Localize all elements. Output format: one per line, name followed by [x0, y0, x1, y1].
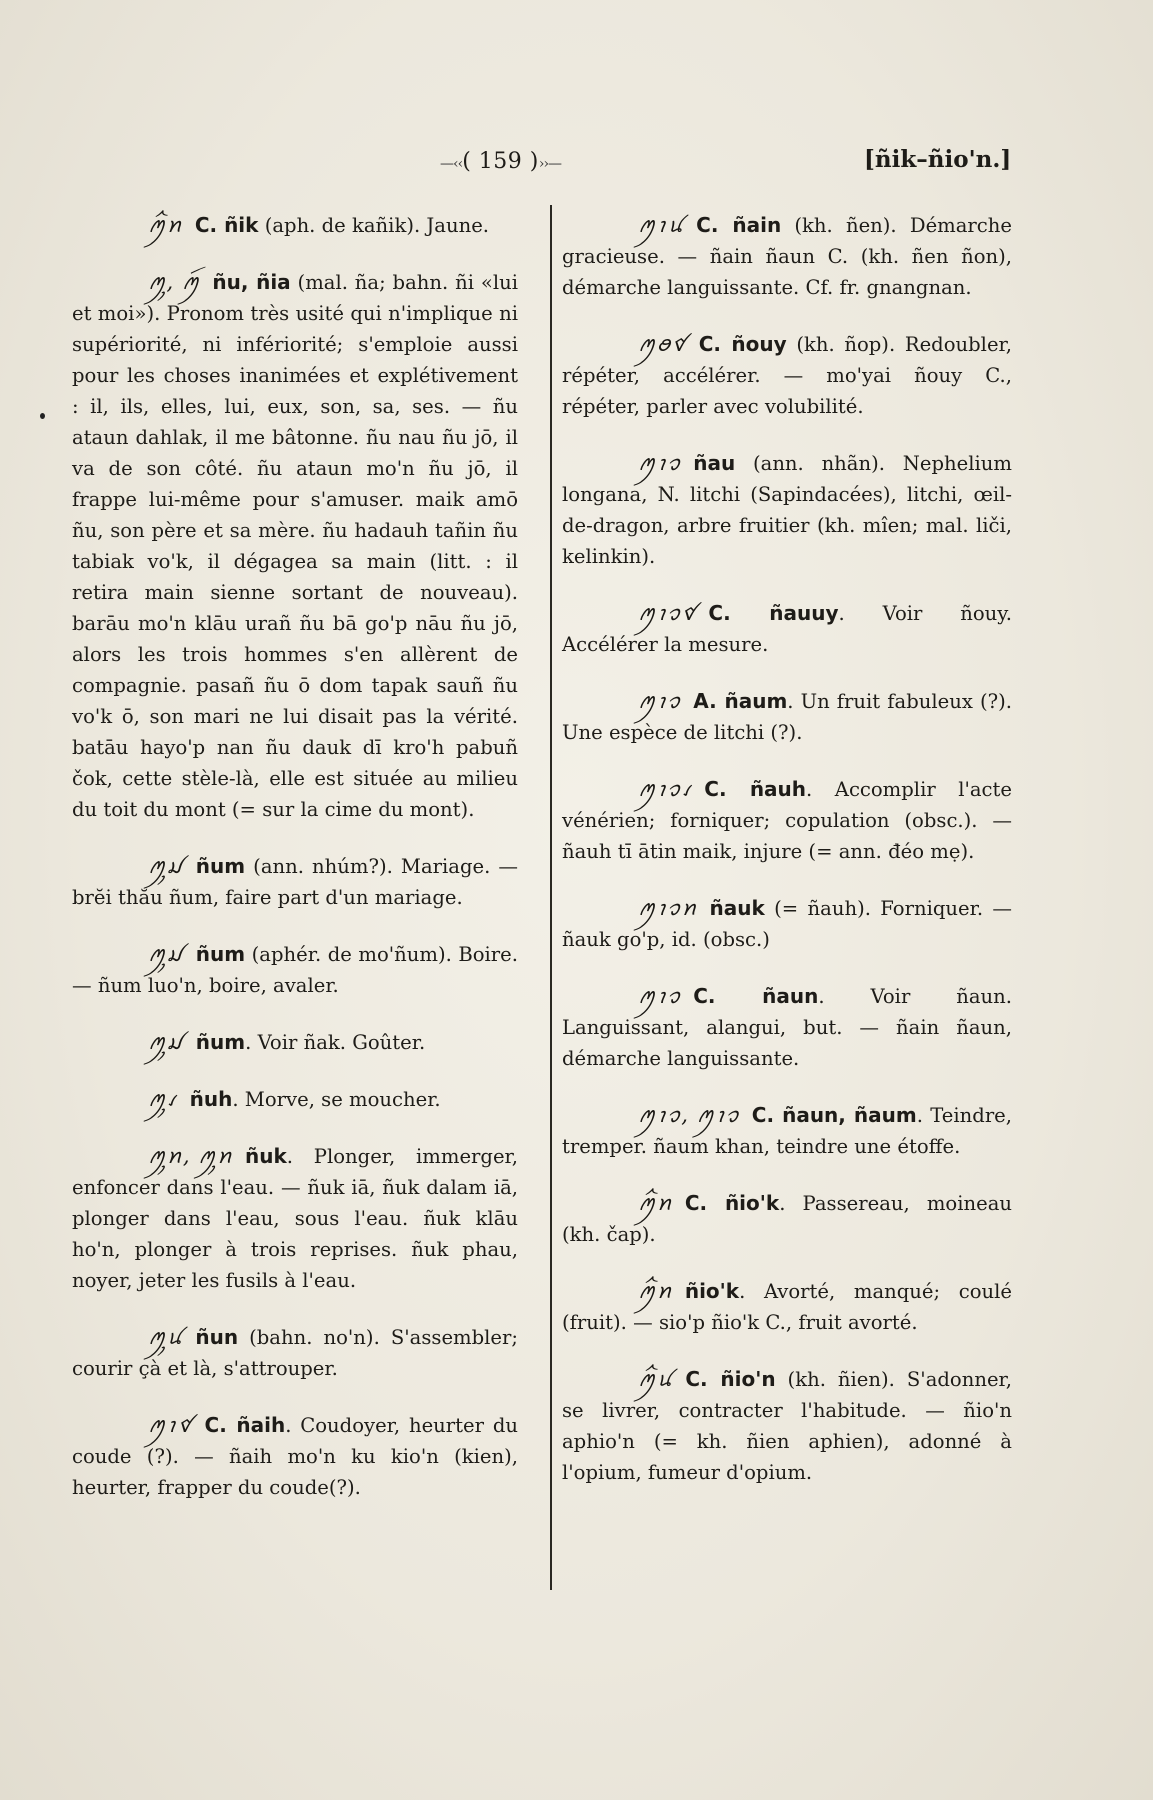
dictionary-entry [562, 1188, 1012, 1250]
definition: . Accomplir l'acte vénérien; forniquer; copulation (obsc.). — ñauh tī ātin maik, injure (= ann. đéo mẹ). [562, 778, 1012, 863]
script-glyph: ꪑꪲꪀ [638, 1279, 673, 1303]
script-glyph: ꪑꪴꪣ [148, 854, 184, 878]
definition: (= ñauh). Forniquer. — ñauk go'p, id. (obsc.) [562, 897, 1012, 951]
headword: C. ñauh [704, 777, 807, 801]
left-column [72, 210, 518, 1529]
definition: . Avorté, manqué; coulé (fruit). — sio'p ñio'k C., fruit avorté. [562, 1280, 1012, 1334]
dictionary-entry [562, 1364, 1012, 1488]
headword: ñum [195, 854, 246, 878]
headword: ñun [195, 1325, 239, 1349]
dictionary-entry [562, 210, 1012, 303]
dictionary-entry [562, 598, 1012, 660]
script-glyph: ꪑꪱꪫ [638, 984, 682, 1008]
dictionary-entry [72, 1410, 518, 1503]
dictionary-entry [562, 774, 1012, 867]
dictionary-entry [72, 1027, 518, 1058]
headword: C. ñouy [698, 332, 787, 356]
script-glyph: ꪑꪱꪫ, ꪑꪱꪫ [638, 1103, 740, 1127]
dictionary-entry [72, 210, 518, 241]
definition: . Passereau, moineau (kh. čap). [562, 1192, 1013, 1246]
headword: ñauk [709, 896, 765, 920]
definition: (kh. ñien). S'adonner, se livrer, contracter l'habitude. — ñio'n aphio'n (= kh. ñien aphien), adonné à l'opium, fumeur d'opium. [562, 1368, 1012, 1484]
dictionary-entry [562, 893, 1012, 955]
definition: . Voir ñak. Goûter. [245, 1031, 426, 1054]
definition: (bahn. no'n). S'assembler; courir çà et là, s'attrouper. [72, 1326, 518, 1380]
definition: (mal. ña; bahn. ñi «lui et moi»). Pronom très usité qui n'implique ni supériorité, ni infériorité; s'emploie aussi pour les choses inanimées et explétivement : il, ils, elles, lui, eux, son, sa, ses. — ñu ataun dahlak, il me bâtonne. ñu nau ñu jō, il va de son côté. ñu ataun mo'n ñu jō, il frappe lui-même pour s'amuser. maik amō ñu, son père et sa mère. ñu hadauh tañin ñu tabiak vo'k, il dégagea sa main (litt. : il retira main sienne sortant de nouveau). barāu mo'n klāu urañ ñu bā go'p nāu ñu jō, alors les trois hommes s'en allèrent de compagnie. pasañ ñu ō dom tapak sauñ ñu vo'k ō, son mari ne lui disait pas la vérité. batāu hayo'p nan ñu dauk dī kro'h pabuñ čok, cette stèle-là, elle est située au milieu du toit du mont (= sur la cime du mont). [72, 271, 518, 821]
definition: . Plonger, immerger, enfoncer dans l'eau. — ñuk iā, ñuk dalam iā, plonger dans l'eau, sous l'eau. ñuk klāu ho'n, plonger à trois reprises. ñuk phau, noyer, jeter les fusils à l'eau. [72, 1145, 518, 1292]
dictionary-entry [562, 1276, 1012, 1338]
script-glyph: ꪑꪱꪫꪥ [638, 601, 697, 625]
dictionary-entry [562, 981, 1012, 1074]
page-number: 159 [478, 149, 523, 174]
script-glyph: ꪑꪴꪣ [148, 942, 184, 966]
headword: ñum [195, 1030, 246, 1054]
headword: C. ñaun, ñaum [751, 1103, 917, 1127]
dictionary-entry [562, 686, 1012, 748]
script-glyph: ꪑꪴꪙ [148, 1325, 184, 1349]
definition: (kh. ñen). Démarche gracieuse. — ñain ñaun C. (kh. ñen ñon), démarche languissante. Cf. fr. gnangnan. [562, 214, 1012, 299]
dictionary-entry [72, 939, 518, 1001]
definition: (aphér. de mo'ñum). Boire. — ñum luo'n, boire, avaler. [72, 943, 518, 997]
script-glyph: ꪑꪱꪫꪹ [638, 777, 693, 801]
headword: C. ñik [194, 213, 259, 237]
column-divider [550, 205, 552, 1590]
script-glyph: ꪑꪮꪥ [638, 332, 687, 356]
dictionary-entry [562, 329, 1012, 422]
headword: C. ñauuy [708, 601, 839, 625]
definition: (ann. nhãn). Nephelium longana, N. litchi (Sapindacées), litchi, œil-de-dragon, arbre fruitier (kh. mîen; mal. liči, kelinkin). [562, 452, 1012, 568]
definition: . Teindre, tremper. ñaum khan, teindre une étoffe. [562, 1104, 1013, 1158]
script-glyph: ꪑꪱꪫ [638, 689, 682, 713]
script-glyph: ꪑꪴ, ꪑꪷ [148, 270, 201, 294]
script-glyph: ꪑꪱꪫꪀ [638, 896, 698, 920]
headword: C. ñain [696, 213, 782, 237]
script-glyph: ꪑꪴꪀ, ꪑꪴꪀ [148, 1144, 233, 1168]
ornament-right: ››— [538, 156, 562, 172]
margin-mark [40, 413, 45, 419]
script-glyph: ꪑꪲꪀ [148, 213, 183, 237]
definition: (ann. nhúm?). Mariage. — brĕi thău ñum, faire part d'un mariage. [72, 855, 518, 909]
definition: . Morve, se moucher. [232, 1088, 441, 1111]
entry-range: [ñik–ñio'n.] [864, 146, 1012, 173]
ornament-left: —‹‹ [440, 156, 463, 172]
script-glyph: ꪑꪱꪙ [638, 213, 685, 237]
definition: . Voir ñouy. Accélérer la mesure. [562, 602, 1012, 656]
headword: A. ñaum [693, 689, 788, 713]
script-glyph: ꪑꪴꪹ [148, 1087, 178, 1111]
headword: ñau [693, 451, 736, 475]
definition: . Voir ñaun. Languissant, alangui, but. — ñain ñaun, démarche languissante. [562, 985, 1013, 1070]
headword: ñu, ñia [212, 270, 291, 294]
dictionary-entry [72, 1141, 518, 1296]
page-header: —‹‹( 159 )››— [440, 149, 562, 174]
headword: C. ñio'n [685, 1367, 776, 1391]
headword: C. ñaun [693, 984, 819, 1008]
headword: ñuh [189, 1087, 233, 1111]
script-glyph: ꪑꪱꪥ [148, 1413, 193, 1437]
headword: ñio'k [684, 1279, 740, 1303]
dictionary-entry [562, 1100, 1012, 1162]
dictionary-entry [72, 851, 518, 913]
definition: (aph. de kañik). Jaune. [258, 214, 490, 237]
script-glyph: ꪑꪲꪙ [638, 1367, 674, 1391]
definition: . Un fruit fabuleux (?). Une espèce de litchi (?). [562, 690, 1012, 744]
definition: (kh. ñop). Redoubler, répéter, accélérer. — mo'yai ñouy C., répéter, parler avec volubilité. [562, 333, 1012, 418]
script-glyph: ꪑꪴꪣ [148, 1030, 184, 1054]
right-column [562, 210, 1012, 1514]
headword: ñum [195, 942, 246, 966]
script-glyph: ꪑꪲꪀ [638, 1191, 673, 1215]
headword: C. ñaih [204, 1413, 286, 1437]
dictionary-entry [562, 448, 1012, 572]
dictionary-entry [72, 1322, 518, 1384]
headword: ñuk [245, 1144, 287, 1168]
definition: . Coudoyer, heurter du coude (?). — ñaih mo'n ku kio'n (kien), heurter, frapper du coude(?). [72, 1414, 518, 1499]
dictionary-entry [72, 267, 518, 825]
script-glyph: ꪑꪱꪫ [638, 451, 682, 475]
headword: C. ñio'k [684, 1191, 780, 1215]
dictionary-entry [72, 1084, 518, 1115]
